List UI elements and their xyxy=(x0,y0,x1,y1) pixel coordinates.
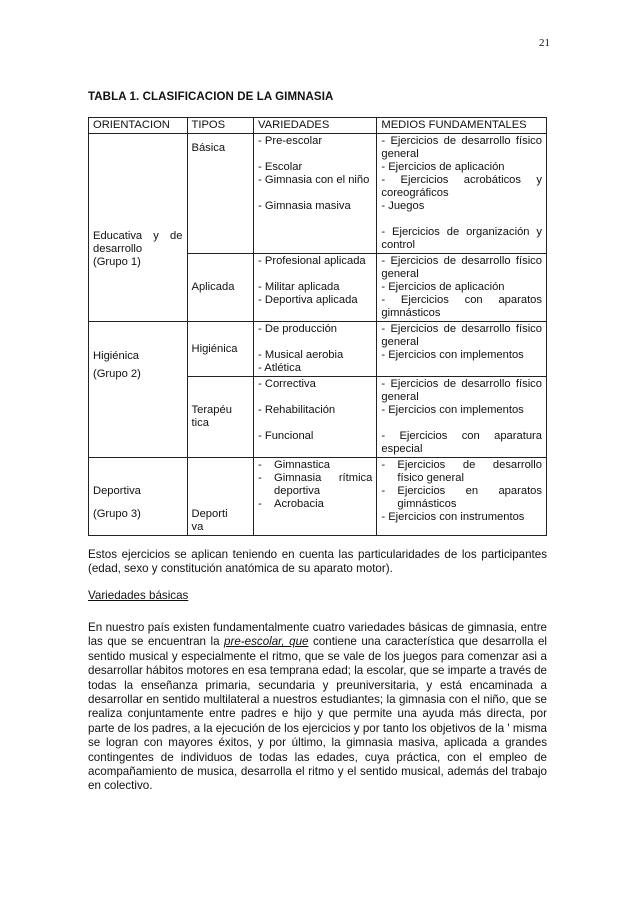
cell-medios-basica xyxy=(377,134,547,254)
orientation-educativa-text: Educativa y de xyxy=(93,230,183,242)
variedad-gimnastica: Gimnastica xyxy=(274,459,331,471)
table-row-deportiva xyxy=(89,458,547,536)
table-row-basica xyxy=(89,134,547,254)
tipo-higienica: Higiénica xyxy=(191,342,238,355)
tipo-deportiva-line2: va xyxy=(191,521,204,533)
table-header-row xyxy=(89,118,547,134)
table-row-higienica xyxy=(89,322,547,377)
note-paragraph: Estos ejercicios se aplican teniendo en cuenta las particularidades de los participantes (edad, sexo y constitución anatómica de su aparato motor). xyxy=(88,548,547,576)
header-variedades: VARIEDADES xyxy=(254,118,377,134)
header-orientacion: ORIENTACION xyxy=(89,118,188,134)
cell-variedades-aplicada xyxy=(254,254,377,322)
table-title: TABLA 1. CLASIFICACION DE LA GIMNASIA xyxy=(88,91,334,103)
medio-aparatos-gimnasticos: Ejercicios en aparatos gimnásticos xyxy=(397,485,542,510)
variedad-pre-escolar: - Pre-escolar xyxy=(258,135,323,147)
variedad-musical-aerobia: - Musical aerobia xyxy=(258,349,344,361)
cell-medios-aplicada xyxy=(377,254,547,322)
medio-desarrollo-fisico: Ejercicios de desarrollo físico general xyxy=(397,459,542,484)
variedad-produccion: - De producción xyxy=(258,323,338,335)
orientation-higienica-text: Higiénica xyxy=(93,349,140,362)
medio-aplicacion: - Ejercicios de aplicación xyxy=(381,281,505,293)
medio-instrumentos: - Ejercicios con instrumentos xyxy=(381,511,525,523)
orientation-deportiva-text: Deportiva xyxy=(93,485,141,497)
orientation-higienica-group: (Grupo 2) xyxy=(93,367,141,380)
body-text-part1: En nuestro país existen fundamentalmente cuatro variedades básicas de gimnasia, entre las que se encuentran la xyxy=(88,621,547,649)
medio-aparatura-especial: - Ejercicios con aparatura especial xyxy=(381,430,542,455)
cell-tipo-higienica xyxy=(187,322,254,377)
header-tipos: TIPOS xyxy=(187,118,254,134)
body-text-emphasis: pre-escolar, que xyxy=(224,635,309,649)
medio-juegos: - Juegos xyxy=(381,200,425,212)
variedad-deportiva-aplicada: - Deportiva aplicada xyxy=(258,294,358,306)
orientation-deportiva-group: (Grupo 3) xyxy=(93,508,141,520)
bullet-dash: - xyxy=(258,498,262,510)
medio-implementos: - Ejercicios con implementos xyxy=(381,404,524,416)
orientation-educativa-group: (Grupo 1) xyxy=(93,256,141,268)
variedad-funcional: - Funcional xyxy=(258,430,314,442)
variedad-escolar: - Escolar xyxy=(258,161,303,173)
medio-organizacion-control: - Ejercicios de organización y control xyxy=(381,226,542,251)
variedad-atletica: - Atlética xyxy=(258,362,301,374)
orientation-educativa-line1 xyxy=(93,230,183,243)
gymnastics-classification-table xyxy=(88,117,547,536)
cell-orientation-deportiva xyxy=(89,458,188,536)
tipo-basica: Básica xyxy=(191,141,226,154)
variedad-militar-aplicada: - Militar aplicada xyxy=(258,281,340,293)
list-item xyxy=(381,485,542,511)
section-heading: Variedades básicas xyxy=(88,589,189,602)
cell-orientation-educativa xyxy=(89,134,188,322)
medio-desarrollo-fisico: - Ejercicios de desarrollo físico general xyxy=(381,135,542,160)
cell-medios-higienica xyxy=(377,322,547,377)
variedad-profesional-aplicada: - Profesional aplicada xyxy=(258,255,366,267)
variedad-acrobacia: Acrobacia xyxy=(274,498,324,510)
cell-orientation-higienica xyxy=(89,322,188,458)
list-item xyxy=(258,498,372,511)
bullet-dash: - xyxy=(381,459,386,471)
cell-medios-deportiva xyxy=(377,458,547,536)
medio-aplicacion: - Ejercicios de aplicación xyxy=(381,161,505,173)
variedad-gimnasia-ritmica: Gimnasia rítmica deportiva xyxy=(274,472,373,497)
medio-aparatos-gimnasticos: - Ejercicios con aparatos gimnásticos xyxy=(381,294,542,319)
variedad-gimnasia-masiva: - Gimnasia masiva xyxy=(258,200,351,212)
cell-medios-terapeutica xyxy=(377,377,547,458)
variedad-rehabilitacion: - Rehabilitación xyxy=(258,404,336,416)
cell-tipo-deportiva xyxy=(187,458,254,536)
cell-variedades-basica xyxy=(254,134,377,254)
list-item xyxy=(258,459,372,472)
body-paragraph xyxy=(88,621,547,794)
orientation-educativa-line2: desarrollo xyxy=(93,243,143,255)
bullet-dash: - xyxy=(381,485,386,497)
tipo-deportiva-line1: Deporti xyxy=(191,508,228,520)
medio-desarrollo-fisico: - Ejercicios de desarrollo físico general xyxy=(381,255,542,280)
body-text-part2: contiene una característica que desarrolla el sentido musical y especialmente el ritmo, que se vale de los juegos para comenzar asi a desarrollar hábitos motores en esa temprana edad; la escolar, que se imparte a través de todas la enseñanza primaria, secundaria y preuniversitaria, y está encaminada a desarrollar en sentido multilateral a nuestros estudiantes; la gimnasia con el niño, que se realiza conjuntamente entre padres e hijo y que permite una ayuda más directa, por parte de los padres, a la ejecución de los ejercicios y por tanto los objetivos de la ' misma se logran con mayores éxitos, y por último, la gimnasia masiva, aplicada a grandes contingentes de individuos de todas las edades, cuya práctica, con el empleo de acompañamiento de musica, desarrolla el ritmo y el sentido musical, además del trabajo en colectivo. xyxy=(88,635,547,793)
list-item xyxy=(381,459,542,485)
header-medios: MEDIOS FUNDAMENTALES xyxy=(377,118,547,134)
page-number: 21 xyxy=(539,37,550,49)
variedad-gimnasia-nino: - Gimnasia con el niño xyxy=(258,174,370,186)
bullet-dash: - xyxy=(258,459,262,471)
cell-tipo-aplicada xyxy=(187,254,254,322)
medio-implementos: - Ejercicios con implementos xyxy=(381,349,524,361)
tipo-terapeutica-line2: tica xyxy=(191,417,209,429)
variedad-correctiva: - Correctiva xyxy=(258,378,316,390)
bullet-dash: - xyxy=(258,472,262,484)
cell-variedades-deportiva xyxy=(254,458,377,536)
tipo-aplicada: Aplicada xyxy=(191,281,235,293)
cell-variedades-higienica xyxy=(254,322,377,377)
medio-acrobaticos: - Ejercicios acrobáticos y coreográficos xyxy=(381,174,542,199)
medio-desarrollo-fisico: - Ejercicios de desarrollo físico general xyxy=(381,323,542,348)
list-item xyxy=(258,472,372,498)
cell-tipo-terapeutica xyxy=(187,377,254,458)
cell-tipo-basica xyxy=(187,134,254,254)
cell-variedades-terapeutica xyxy=(254,377,377,458)
tipo-terapeutica-line1: Terapéu xyxy=(191,404,232,416)
medio-desarrollo-fisico: - Ejercicios de desarrollo físico general xyxy=(381,378,542,403)
